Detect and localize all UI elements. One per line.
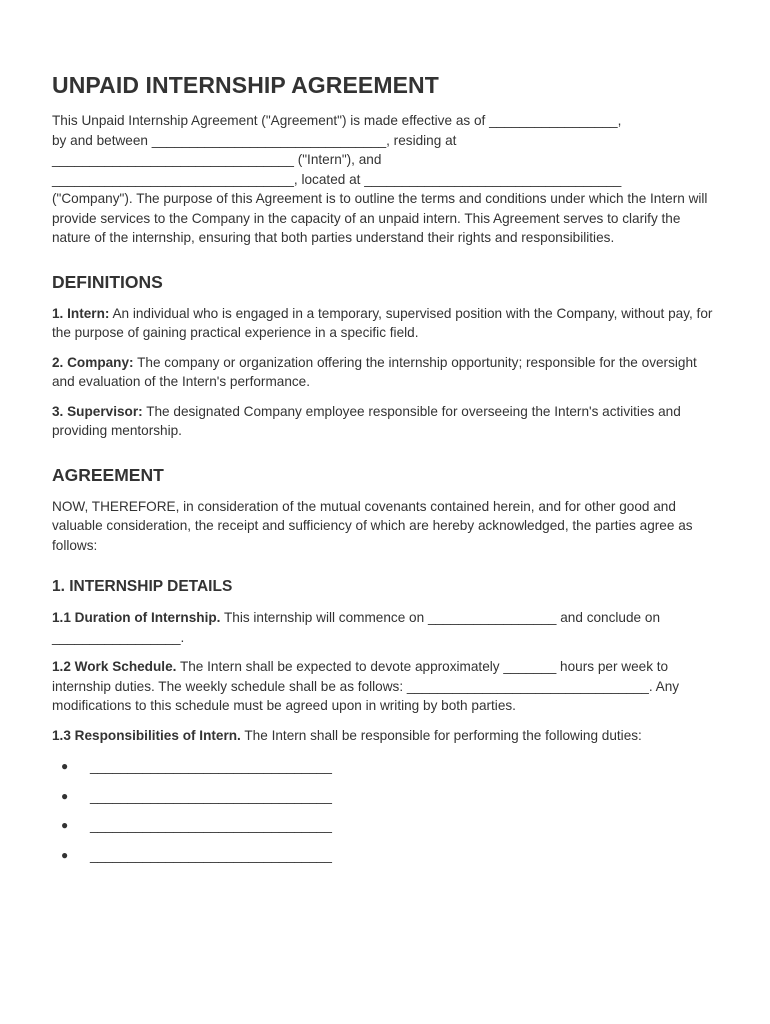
definition-term: 2. Company:	[52, 354, 134, 370]
intro-line: ________________________________ ("Intern"), and	[52, 152, 382, 167]
intro-line: ("Company"). The purpose of this Agreement is to outline the terms and conditions under which the Intern will provide services to the Company in the capacity of an unpaid intern. This Agreement serves to clarify the nature of the internship, ensuring that both parties understand their rights and responsibilities.	[52, 191, 708, 245]
definition-term: 1. Intern:	[52, 305, 110, 321]
duty-blank: ________________________________	[90, 788, 332, 804]
bullet-icon: ●	[61, 847, 69, 862]
definition-text: The designated Company employee responsible for overseeing the Intern's activities and providing mentorship.	[52, 403, 681, 438]
duration-term: 1.1 Duration of Internship.	[52, 610, 221, 625]
agreement-text: NOW, THEREFORE, in consideration of the mutual covenants contained herein, and for other good and valuable consideration, the receipt and sufficiency of which are hereby acknowledged, the parties agree as follows:	[52, 498, 693, 553]
definition-item	[52, 402, 722, 441]
duty-blank: ________________________________	[90, 759, 332, 774]
responsibilities-text: The Intern shall be responsible for performing the following duties:	[244, 727, 642, 743]
bullet-icon: ●	[61, 759, 69, 773]
document-title: UNPAID INTERNSHIP AGREEMENT	[52, 72, 439, 98]
definition-item	[52, 304, 722, 343]
document-page	[52, 70, 722, 875]
schedule-text: The Intern shall be expected to devote approximately _______ hours per week to internship duties. The weekly schedule shall be as follows:	[52, 659, 669, 694]
intro-line: ________________________________, located at __________________________________	[52, 171, 622, 187]
definition-text: An individual who is engaged in a temporary, supervised position with the Company, without pay, for the purpose of gaining practical experience in a specific field.	[52, 305, 713, 340]
schedule-text-continued: ________________________________. Any modifications to this schedule must be agreed upon in writing by both parties.	[52, 678, 680, 713]
agreement-heading: AGREEMENT	[52, 464, 164, 485]
definition-term: 3. Supervisor:	[52, 403, 143, 419]
intro-line: by and between _______________________________, residing at	[52, 132, 457, 148]
duty-blank: ________________________________	[90, 818, 332, 833]
duty-item	[52, 816, 722, 846]
duration-text: This internship will commence on _________________ and conclude on _________________.	[52, 610, 661, 645]
duty-item	[52, 757, 722, 787]
intro-line: This Unpaid Internship Agreement ("Agreement") is made effective as of _________________,	[52, 113, 622, 128]
intro-paragraph	[52, 111, 722, 248]
bullet-icon: ●	[61, 818, 69, 832]
duty-blank: ________________________________	[90, 847, 332, 863]
responsibilities-term: 1.3 Responsibilities of Intern.	[52, 727, 241, 743]
duty-item	[52, 846, 722, 876]
duration-clause	[52, 608, 722, 647]
definitions-heading: DEFINITIONS	[52, 271, 163, 292]
duty-item	[52, 787, 722, 817]
definition-text: The company or organization offering the internship opportunity; responsible for the oversight and evaluation of the Intern's performance.	[52, 354, 697, 389]
schedule-clause	[52, 657, 722, 716]
bullet-icon: ●	[61, 788, 69, 803]
responsibilities-clause	[52, 726, 722, 746]
definition-item	[52, 353, 722, 392]
schedule-term: 1.2 Work Schedule.	[52, 659, 177, 674]
internship-details-heading: 1. INTERNSHIP DETAILS	[52, 578, 233, 595]
duties-list	[52, 757, 722, 875]
